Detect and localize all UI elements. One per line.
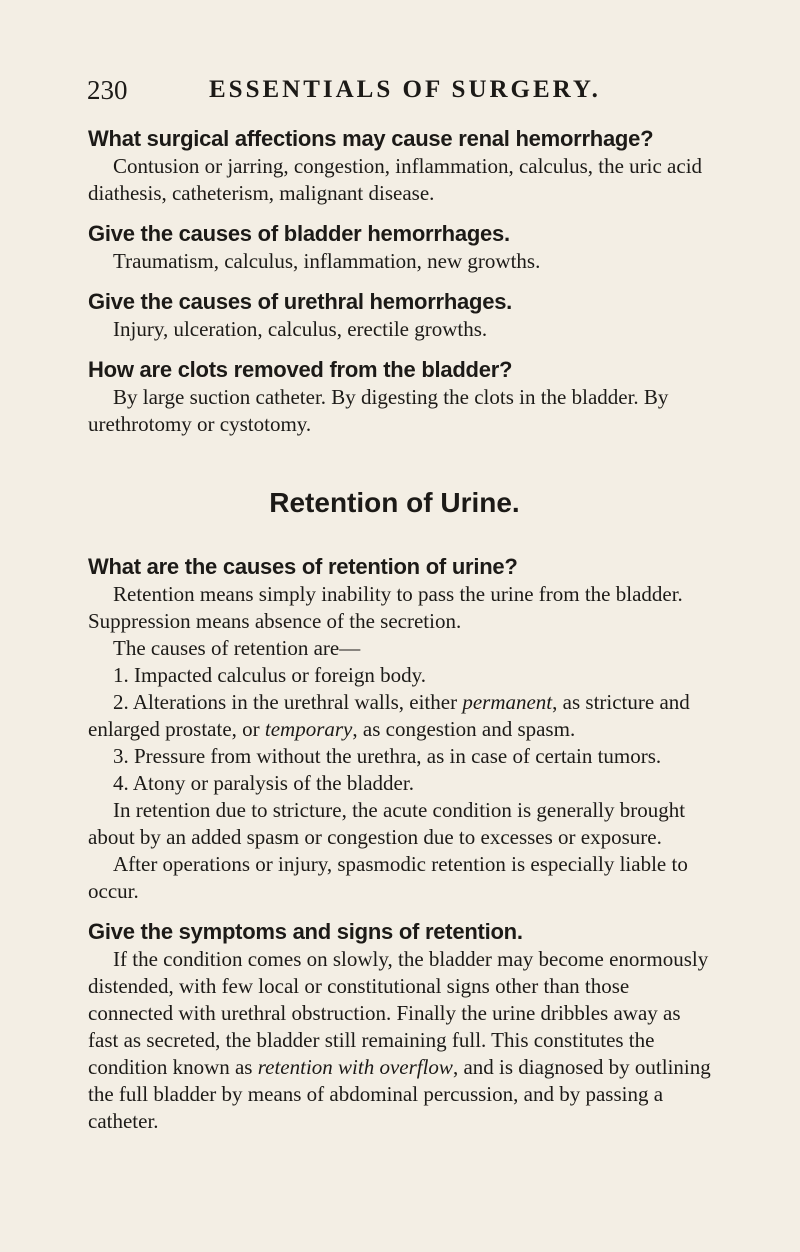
question-retention-symptoms: Give the symptoms and signs of retention. <box>88 919 523 944</box>
answer-retention-symptoms <box>88 946 711 1135</box>
question-clot-removal: How are clots removed from the bladder? <box>88 357 513 382</box>
symptoms-text-start: If the condition comes on slowly, the bladder may become enormously distended, with few local or constitutional signs other than those connected with urethral obstruction. Finally the urine dribbles away as fast as secreted, the bladder still remaining full. This constitutes the condition known as <box>88 947 709 1079</box>
retention-cause-4: 4. Atony or paralysis of the bladder. <box>113 771 414 795</box>
question-renal-hemorrhage: What surgical affections may cause renal hemorrhage? <box>88 126 654 151</box>
answer-renal-hemorrhage: Contusion or jarring, congestion, inflammation, calculus, the uric acid diathesis, catheterism, malignant disease. <box>88 154 703 205</box>
retention-cause-3: 3. Pressure from without the urethra, as in case of certain tumors. <box>113 744 662 768</box>
retention-operations-note: After operations or injury, spasmodic retention is especially liable to occur. <box>88 852 688 903</box>
page-number: 230 <box>87 75 128 105</box>
retention-definition: Retention means simply inability to pass the urine from the bladder. Suppression means absence of the secretion. <box>88 582 683 633</box>
renal-hemorrhage-block <box>88 126 711 207</box>
urethral-hemorrhage-block <box>88 289 711 343</box>
symptoms-text-end: , and is diagnosed by outlining the full bladder by means of abdominal percussion, and by passing a catheter. <box>88 1055 711 1133</box>
clot-removal-block <box>88 357 711 438</box>
retention-cause-2 <box>88 689 711 743</box>
section-title-retention: Retention of Urine. <box>269 487 520 518</box>
retention-cause-2-end: , as congestion and spasm. <box>352 717 576 741</box>
retention-cause-1: 1. Impacted calculus or foreign body. <box>113 663 426 687</box>
answer-clot-removal: By large suction catheter. By digesting the clots in the bladder. By urethrotomy or cystotomy. <box>88 385 669 436</box>
retention-cause-2-permanent: permanent <box>462 690 553 714</box>
retention-cause-2-temporary: temporary <box>264 717 353 741</box>
bladder-hemorrhage-block <box>88 221 711 275</box>
retention-cause-2-start: 2. Alterations in the urethral walls, either <box>113 690 463 714</box>
answer-urethral-hemorrhages: Injury, ulceration, calculus, erectile growths. <box>113 317 488 341</box>
retention-overflow-term: retention with overflow <box>257 1055 453 1079</box>
retention-cause-2-middle: , as stricture and enlarged prostate, or <box>88 690 690 741</box>
question-urethral-hemorrhages: Give the causes of urethral hemorrhages. <box>88 289 513 314</box>
retention-stricture-note: In retention due to stricture, the acute condition is generally brought about by an added spasm or congestion due to excesses or exposure. <box>88 798 686 849</box>
question-retention-causes: What are the causes of retention of urine? <box>88 554 518 579</box>
question-bladder-hemorrhages: Give the causes of bladder hemorrhages. <box>88 221 510 246</box>
retention-causes-lead: The causes of retention are— <box>113 636 361 660</box>
page-header <box>87 70 687 110</box>
running-head: ESSENTIALS OF SURGERY. <box>209 76 601 103</box>
retention-symptoms-block <box>88 919 711 1135</box>
page-content <box>88 126 711 1149</box>
answer-bladder-hemorrhages: Traumatism, calculus, inflammation, new growths. <box>113 249 541 273</box>
retention-causes-block <box>88 554 711 905</box>
